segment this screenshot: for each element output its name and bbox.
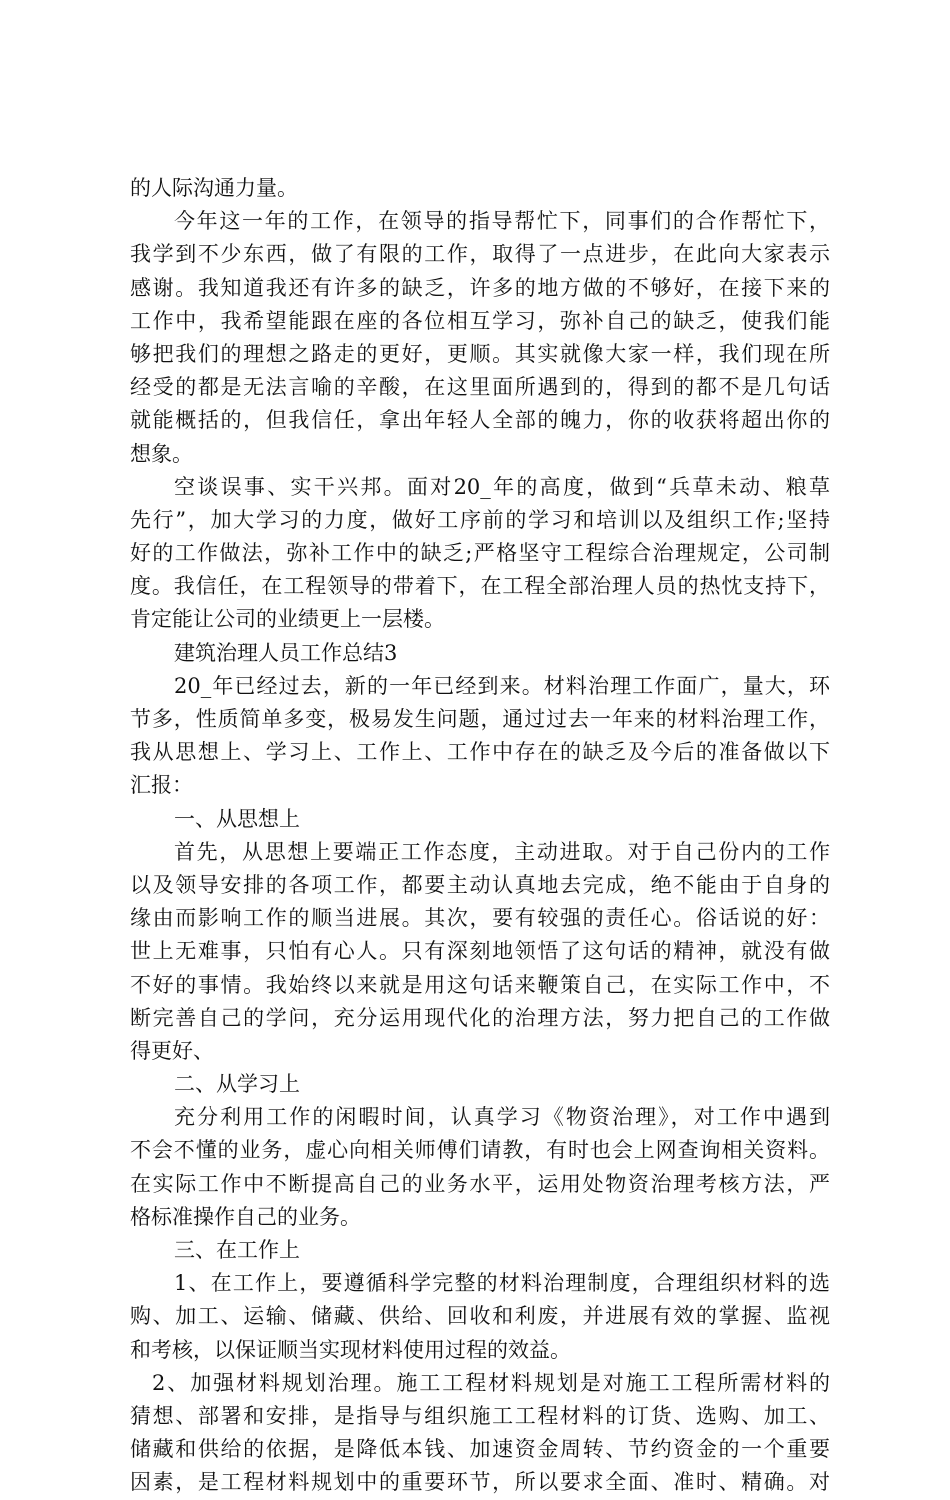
paragraph-line: 储藏和供给的依据，是降低本钱、加速资金周转、节约资金的一个重要 bbox=[130, 1437, 830, 1462]
paragraph-line: 经受的都是无法言喻的辛酸，在这里面所遇到的，得到的都不是几句话 bbox=[130, 375, 830, 400]
paragraph-line: 缘由而影响工作的顺当进展。其次，要有较强的责任心。俗话说的好： bbox=[130, 906, 830, 931]
paragraph-line: 充分利用工作的闲暇时间，认真学习《物资治理》，对工作中遇到 bbox=[174, 1105, 830, 1130]
paragraph-line: 因素，是工程材料规划中的重要环节，所以要求全面、准时、精确。对 bbox=[130, 1470, 830, 1495]
paragraph-line: 首先，从思想上要端正工作态度，主动进取。对于自己份内的工作 bbox=[174, 839, 830, 864]
paragraph-line: 猜想、部署和安排，是指导与组织施工工程材料的订货、选购、加工、 bbox=[130, 1403, 830, 1428]
section-title: 建筑治理人员工作总结3 bbox=[174, 640, 398, 665]
paragraph-line: 20_年已经过去，新的一年已经到来。材料治理工作面广，量大，环 bbox=[174, 673, 830, 698]
paragraph-line: 我从思想上、学习上、工作上、工作中存在的缺乏及今后的准备做以下 bbox=[130, 740, 830, 765]
paragraph-line: 够把我们的理想之路走的更好，更顺。其实就像大家一样，我们现在所 bbox=[130, 341, 830, 366]
section-heading: 二、从学习上 bbox=[174, 1072, 300, 1097]
paragraph-line: 汇报： bbox=[130, 773, 193, 798]
paragraph-line: 在实际工作中不断提高自己的业务水平，运用处物资治理考核方法，严 bbox=[130, 1171, 830, 1196]
paragraph-line: 1、在工作上，要遵循科学完整的材料治理制度，合理组织材料的选 bbox=[174, 1271, 830, 1296]
section-heading: 一、从思想上 bbox=[174, 806, 300, 831]
paragraph-line: 得更好、 bbox=[130, 1038, 214, 1063]
paragraph-line: 以及领导安排的各项工作，都要主动认真地去完成，绝不能由于自身的 bbox=[130, 872, 830, 897]
paragraph-line: 今年这一年的工作，在领导的指导帮忙下，同事们的合作帮忙下， bbox=[174, 209, 830, 234]
paragraph-line: 的人际沟通力量。 bbox=[130, 176, 298, 200]
paragraph-line: 断完善自己的学问，充分运用现代化的治理方法，努力把自己的工作做 bbox=[130, 1005, 830, 1030]
paragraph-line: 感谢。我知道我还有许多的缺乏，许多的地方做的不够好，在接下来的 bbox=[130, 275, 830, 300]
paragraph-line: 就能概括的，但我信任，拿出年轻人全部的魄力，你的收获将超出你的 bbox=[130, 408, 830, 433]
paragraph-line: 好的工作做法，弥补工作中的缺乏;严格坚守工程综合治理规定，公司制 bbox=[130, 541, 830, 566]
document-body bbox=[130, 172, 830, 1500]
paragraph-line: 不好的事情。我始终以来就是用这句话来鞭策自己，在实际工作中，不 bbox=[130, 972, 830, 997]
paragraph-line: 2、加强材料规划治理。施工工程材料规划是对施工工程所需材料的 bbox=[152, 1370, 830, 1395]
paragraph-line: 和考核，以保证顺当实现材料使用过程的效益。 bbox=[130, 1337, 571, 1362]
paragraph-line: 格标准操作自己的业务。 bbox=[130, 1204, 361, 1229]
section-heading: 三、在工作上 bbox=[174, 1238, 300, 1262]
paragraph-line: 世上无难事，只怕有心人。只有深刻地领悟了这句话的精神，就没有做 bbox=[130, 939, 830, 964]
paragraph-line: 我学到不少东西，做了有限的工作，取得了一点进步，在此向大家表示 bbox=[130, 242, 830, 267]
paragraph-line: 空谈误事、实干兴邦。面对20_年的高度，做到“兵草未动、粮草 bbox=[174, 474, 830, 499]
paragraph-line: 度。我信任，在工程领导的带着下，在工程全部治理人员的热忱支持下， bbox=[130, 574, 830, 599]
paragraph-line: 肯定能让公司的业绩更上一层楼。 bbox=[130, 607, 445, 632]
paragraph-line: 节多，性质简单多变，极易发生问题，通过过去一年来的材料治理工作， bbox=[130, 707, 830, 731]
paragraph-line: 工作中，我希望能跟在座的各位相互学习，弥补自己的缺乏，使我们能 bbox=[130, 308, 830, 333]
paragraph-line: 不会不懂的业务，虚心向相关师傅们请教，有时也会上网查询相关资料。 bbox=[130, 1138, 830, 1163]
paragraph-line: 想象。 bbox=[130, 441, 193, 466]
paragraph-line: 先行”，加大学习的力度，做好工序前的学习和培训以及组织工作;坚持 bbox=[130, 507, 830, 532]
paragraph-line: 购、加工、运输、储藏、供给、回收和利废，并进展有效的掌握、监视 bbox=[130, 1304, 830, 1329]
